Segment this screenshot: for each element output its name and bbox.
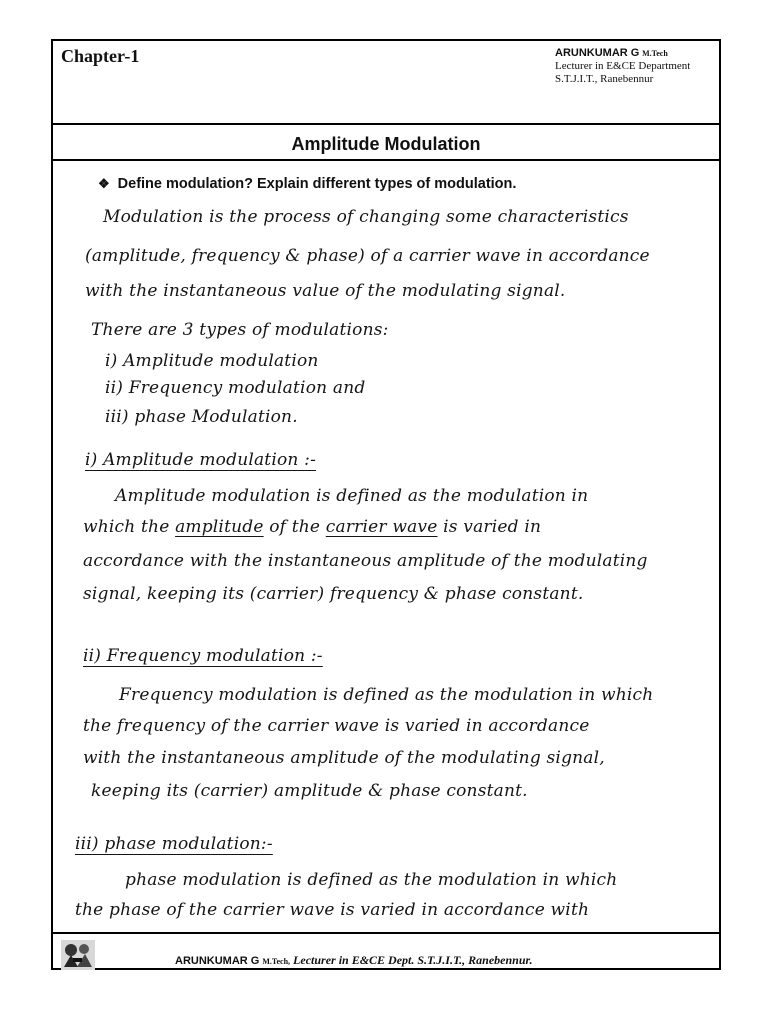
am-line-2-start: which the xyxy=(83,517,176,537)
institution-logo-icon xyxy=(61,940,95,970)
title-divider xyxy=(53,159,719,161)
intro-line-1: Modulation is the process of changing some characteristics xyxy=(103,207,629,227)
am-line-2 xyxy=(83,517,541,537)
am-line-2-mid: of the xyxy=(263,517,326,537)
am-term-amplitude: amplitude xyxy=(175,517,264,537)
am-line-1: Amplitude modulation is defined as the modulation in xyxy=(115,486,589,506)
pm-line-2: the phase of the carrier wave is varied in accordance with xyxy=(75,900,590,920)
author-line-2: Lecturer in E&CE Department xyxy=(555,60,691,72)
fm-line-1: Frequency modulation is defined as the modulation in which xyxy=(119,685,654,705)
fm-line-3: with the instantaneous amplitude of the modulating signal, xyxy=(83,748,605,768)
author-name: ARUNKUMAR G xyxy=(555,47,640,59)
page-frame xyxy=(51,39,721,970)
footer-degree: M.Tech, xyxy=(262,957,291,966)
am-term-carrier-wave: carrier wave xyxy=(325,517,438,537)
am-heading: i) Amplitude modulation :- xyxy=(85,450,317,470)
types-intro: There are 3 types of modulations: xyxy=(91,320,389,340)
pm-heading: iii) phase modulation:- xyxy=(75,834,273,854)
am-line-2-end: is varied in xyxy=(437,517,542,537)
am-line-4: signal, keeping its (carrier) frequency & phase constant. xyxy=(83,584,584,604)
intro-line-3: with the instantaneous value of the modulating signal. xyxy=(85,281,566,301)
chapter-label: Chapter-1 xyxy=(61,46,140,66)
fm-heading: ii) Frequency modulation :- xyxy=(83,646,323,666)
page-title: Amplitude Modulation xyxy=(291,134,481,154)
question-text: Define modulation? Explain different types of modulation. xyxy=(117,176,517,192)
question-heading xyxy=(98,176,516,192)
footer-affiliation: Lecturer in E&CE Dept. S.T.J.I.T., Ranebennur. xyxy=(293,953,533,967)
am-line-3: accordance with the instantaneous amplitude of the modulating xyxy=(83,551,648,571)
diamond-bullet-icon: ❖ xyxy=(98,176,110,191)
intro-line-2: (amplitude, frequency & phase) of a carrier wave in accordance xyxy=(85,246,650,266)
footer-name: ARUNKUMAR G xyxy=(175,955,260,967)
header-divider xyxy=(53,123,719,125)
type-item-3: iii) phase Modulation. xyxy=(105,407,298,427)
type-item-1: i) Amplitude modulation xyxy=(105,351,319,371)
author-block xyxy=(555,47,720,86)
page-footer xyxy=(53,934,719,970)
fm-line-4: keeping its (carrier) amplitude & phase constant. xyxy=(91,781,528,801)
author-degree: M.Tech xyxy=(642,49,668,58)
author-line-3: S.T.J.I.T., Ranebennur xyxy=(555,73,654,85)
author-line-1 xyxy=(555,47,720,60)
fm-line-2: the frequency of the carrier wave is varied in accordance xyxy=(83,716,590,736)
footer-credit xyxy=(175,953,533,968)
pm-line-1: phase modulation is defined as the modulation in which xyxy=(125,870,618,890)
type-item-2: ii) Frequency modulation and xyxy=(105,378,366,398)
